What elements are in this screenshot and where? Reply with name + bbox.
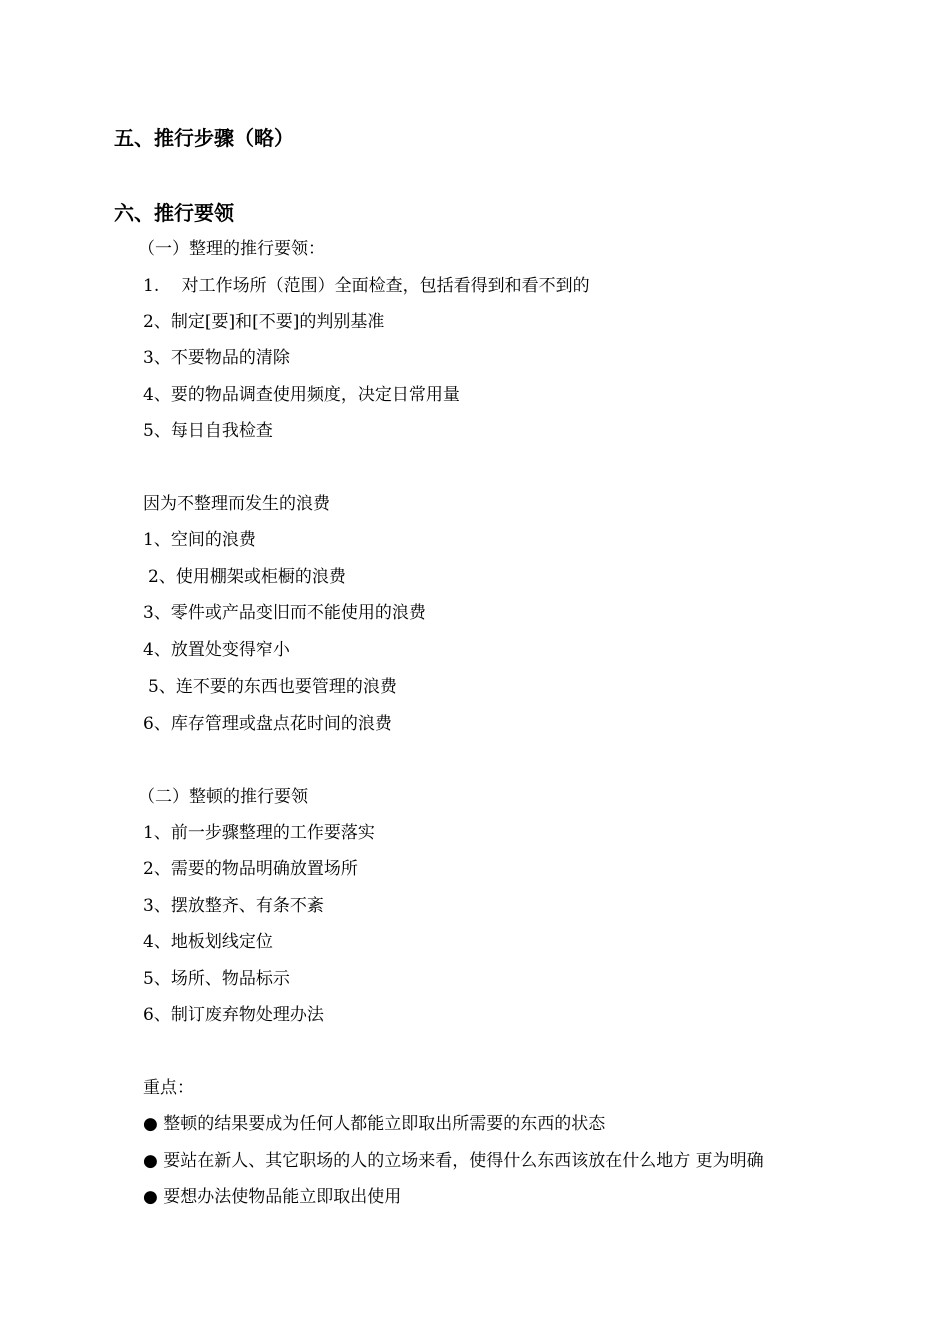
part1-item-2: 2、制定[要]和[不要]的判别基准 (143, 312, 385, 332)
part1-item-1: 1. 对工作场所（范围）全面检查，包括看得到和看不到的 (143, 276, 590, 296)
waste-heading: 因为不整理而发生的浪费 (143, 494, 330, 514)
part2-item-3: 3、摆放整齐、有条不紊 (143, 896, 324, 916)
waste-item-2: 2、使用棚架或柜橱的浪费 (148, 567, 346, 587)
part2-item-6: 6、制订废弃物处理办法 (143, 1005, 324, 1025)
part2-heading: （二）整顿的推行要领 (138, 787, 308, 807)
part1-item-3: 3、不要物品的清除 (143, 348, 290, 368)
part1-item-4: 4、要的物品调查使用频度，决定日常用量 (143, 385, 460, 405)
waste-item-5: 5、连不要的东西也要管理的浪费 (148, 677, 397, 697)
key-point-1: ● 整顿的结果要成为任何人都能立即取出所需要的东西的状态 (143, 1114, 606, 1134)
part2-item-1: 1、前一步骤整理的工作要落实 (143, 823, 375, 843)
section-six-title: 六、推行要领 (114, 201, 234, 225)
part2-item-2: 2、需要的物品明确放置场所 (143, 859, 358, 879)
part1-heading: （一）整理的推行要领： (138, 239, 325, 259)
section-five-title: 五、推行步骤（略） (114, 126, 294, 150)
key-points-heading: 重点： (143, 1078, 194, 1098)
part1-item-5: 5、每日自我检查 (143, 421, 273, 441)
waste-item-1: 1、空间的浪费 (143, 530, 256, 550)
key-point-2: ● 要站在新人、其它职场的人的立场来看，使得什么东西该放在什么地方 更为明确 (143, 1151, 764, 1171)
waste-item-6: 6、库存管理或盘点花时间的浪费 (143, 714, 392, 734)
waste-item-4: 4、放置处变得窄小 (143, 640, 290, 660)
waste-item-3: 3、零件或产品变旧而不能使用的浪费 (143, 603, 426, 623)
part2-item-5: 5、场所、物品标示 (143, 969, 290, 989)
key-point-3: ● 要想办法使物品能立即取出使用 (143, 1187, 402, 1207)
part2-item-4: 4、地板划线定位 (143, 932, 273, 952)
